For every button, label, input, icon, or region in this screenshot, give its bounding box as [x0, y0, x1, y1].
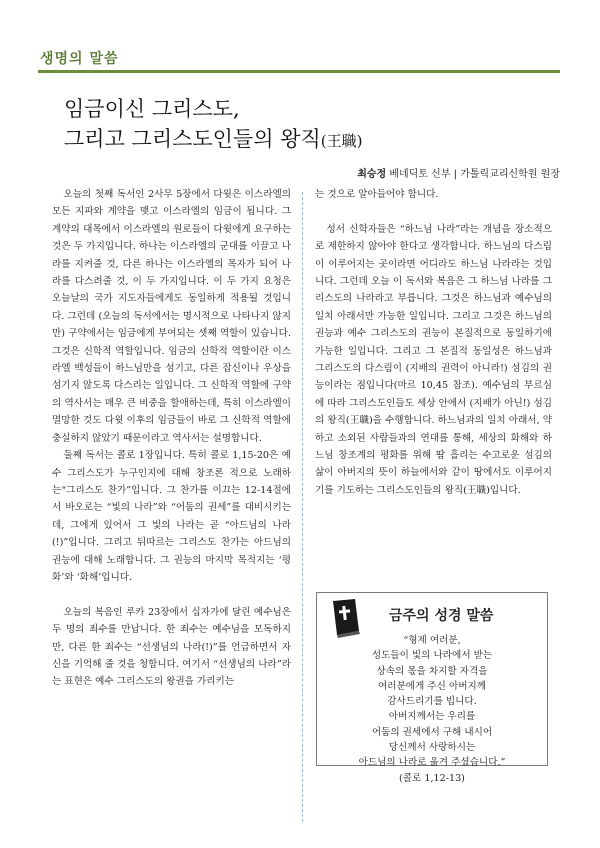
title-line-2: [64, 124, 363, 156]
author-name: 최승정: [357, 169, 387, 180]
body-paragraph: 둘째 독서는 콜로 1장입니다. 특히 콜로 1,15-20은 예수 그리스도가 누구인지에 대해 창조론 적으로 노래하는“그리스도 찬가”입니다. 그 찬가를 이끄는 12-14절에서 바오로는 “빛의 나라”와 “어둠의 권세”를 대비시키는데, 그에게 있어서 그 빛의 나라는 곧 “아드님의 나라(!)”입니다. 그리고 뒤따르는 그리스도 찬가는 아드님의 권능에 대해 노래합니다. 그 권능의 마지막 목적지는 ‘평화’와 ‘화해’입니다.: [52, 450, 291, 583]
article-title: [64, 94, 363, 156]
verse-line: 성도들이 빛의 나라에서 받는: [371, 650, 493, 662]
verse-line: 여러분에게 주신 아버지께: [377, 680, 487, 692]
title-line-2-main: 그리고 그리스도인들의 왕직: [64, 127, 321, 151]
verse-box: [316, 592, 548, 784]
verse-line: 어둠의 권세에서 구해 내시어: [371, 726, 493, 738]
body-paragraph: 는 것으로 알아들어야 합니다.: [315, 189, 439, 200]
verse-line: 상속의 몫을 차지할 자격을: [376, 665, 488, 677]
section-label: 생명의 말씀: [40, 51, 119, 67]
verse-text: [317, 633, 547, 786]
column-divider: [302, 192, 303, 822]
byline: [357, 165, 560, 180]
verse-line: 아드님의 나라로 옮겨 주셨습니다.”: [358, 757, 506, 769]
section-rule: [38, 70, 560, 73]
body-paragraph: 성서 신학자들은 “하느님 나라”라는 개념을 장소적으로 제한하지 않아야 한다고 생각합니다. 하느님의 다스림이 이루어지는 곳이라면 어디라도 하느님 나라라는 것입니다. 그런데 오늘 이 독서와 복음은 그 하느님 나라를 그리스도의 나라라고 부릅니다. 그것은 하느님과 예수님의 일치 아래서만 가능한 일입니다. 그리고 그것은 하느님의 권능과 예수 그리스도의 권능이 본질적으로 동일하기에 가능한 일입니다. 그리고 그 본질적 동일성은 하느님과 그리스도의 다스림이 (지배의 권력이 아니라!) 섬김의 권능이라는 점입니다(마르 10,45 참조). 예수님의 부르심에 따라 그리스도인들도 세상 안에서 (지배가 아닌!) 섬김의 왕직(王職)을 수행합니다. 하느님과의 일치 아래서, 약하고 소외된 사람들과의 연대를 통해, 세상의 화해와 하느님 창조계의 평화를 위해 땀 흘리는 수고로운 섬김의 삶이 아버지의 뜻이 하늘에서와 같이 땅에서도 이루어지기를 기도하는 그리스도인들의 왕직(王職)입니다.: [315, 223, 552, 496]
verse-line: “형제 여러분,: [403, 635, 461, 646]
title-line-1: 임금이신 그리스도,: [64, 97, 240, 121]
verse-box-title: 금주의 성경 말씀: [389, 608, 494, 624]
body-paragraph: 오늘의 첫째 독서인 2사무 5장에서 다윗은 이스라엘의 모든 지파와 계약을 맺고 이스라엘의 임금이 됩니다. 그 계약의 대목에서 이스라엘의 원로들이 다윗에게 요구하는 것은 두 가지입니다. 하나는 이스라엘의 군대를 이끌고 나라를 지켜줄 것, 다른 하나는 이스라엘의 목자가 되어 나라를 다스려줄 것, 이 두 가지입니다. 이 두 가지 요청은 오늘날의 국가 지도자들에게도 동일하게 적용될 것입니다. 그런데 (오늘의 독서에서는 명시적으로 나타나지 않지만) 구약에서는 임금에게 부여되는 셋째 역할이 있습니다. 그것은 신학적 역할입니다. 임금의 신학적 역할이란 이스라엘 백성들이 하느님만을 섬기고, 다른 잡신이나 우상을 섬기지 않도록 다스리는 일입니다. 그 신학적 역할에 구약의 역사서는 매우 큰 비중을 할애하는데, 특히 이스라엘이 멸망한 것도 다윗 이후의 임금들이 바로 그 신학적 역할에 충실하지 않았기 때문이라고 역사서는 설명합니다.: [52, 189, 291, 444]
title-line-2-hanja: (王職): [320, 132, 363, 150]
right-column: [315, 186, 552, 499]
author-detail: 베네딕토 신부 | 가톨릭교리신학원 원장: [386, 169, 560, 180]
verse-reference: (콜로 1,12-13): [399, 772, 465, 784]
left-column: [52, 186, 291, 691]
verse-line: 아버지께서는 우리를: [388, 711, 476, 723]
verse-line: 감사드리기를 빕니다.: [387, 696, 477, 708]
verse-line: 당신께서 사랑하시는: [388, 742, 476, 754]
body-paragraph: 오늘의 복음인 루카 23장에서 십자가에 달린 예수님은 두 명의 죄수를 만납니다. 한 죄수는 예수님을 모독하지만, 다른 한 죄수는 “선생님의 나라(!)”를 언급하면서 자신을 기억해 줄 것을 청합니다. 여기서 “선생님의 나라”라는 표현은 예수 그리스도의 왕권을 가리키는: [52, 606, 291, 688]
